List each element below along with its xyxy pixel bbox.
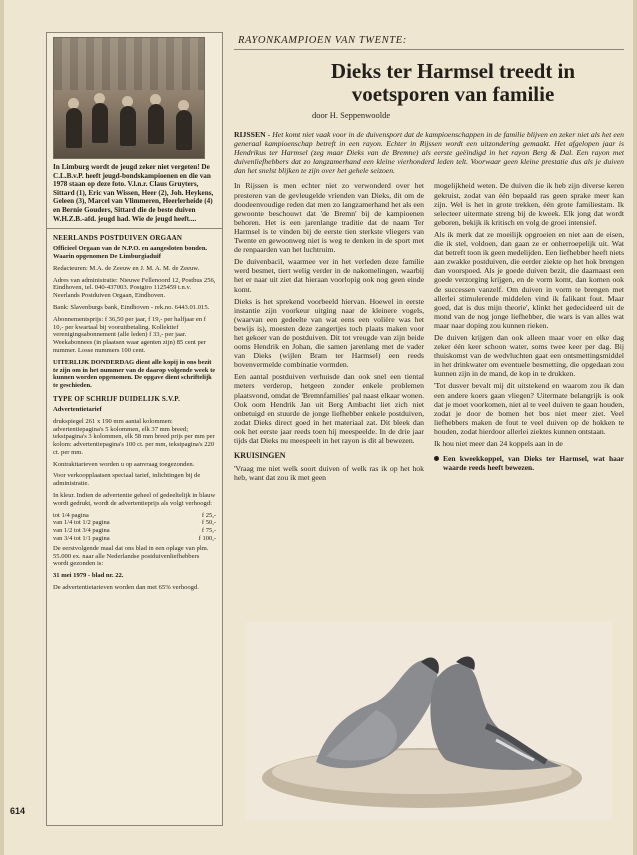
page-edge-left (0, 0, 4, 855)
divider (47, 228, 222, 229)
page-number: 614 (10, 806, 26, 816)
address: Adres van administratie: Nieuwe Fellenoord 12, Postbus 256, Eindhoven, tel. 040-437003. Postgiro 1125459 t.n.v. Neerlands Postduiven Orgaan, Eindhoven. (53, 276, 216, 300)
pricing-row: van 3/4 tot 1/1 pagina f 100,- (53, 535, 216, 543)
paragraph: mogelijkheid weten. De duiven die ik heb zijn diverse keren gekruist, zodat van één bepaald ras geen sprake meer kan zijn. Wel is het in grote trekken, één grote familiestam. Ik selecteer uitermate streng bij de kweek. Elk jong dat wordt geboren, bekijk ik kritisch en volg de groei intensief. (434, 181, 624, 227)
pricing-row: van 1/4 tot 1/2 pagina f 50,- (53, 519, 216, 527)
article (234, 32, 624, 485)
paragraph: De duiven krijgen dan ook alleen maar voer en elke dag zeker één keer schoon water, soms twee keer per dag. Bij thuiskomst van de wedvluchten gaat een ontsmettingsmiddel in het drinkwater om eventuele besmetting, die opgedaan zou kunnen zijn in de mand, de kop in te drukken. (434, 332, 624, 379)
paragraph: Ik hou niet meer dan 24 koppels aan in de (434, 439, 563, 448)
youth-champions-photo (53, 37, 205, 159)
placement-text: Voor verkoopplaatsen speciaal tarief, inlichtingen bij de administratie. (53, 472, 201, 488)
advert-heading: Advertentietarief (53, 405, 102, 413)
deadline-notice: UITERLIJK DONDERDAG dient alle kopij in ons bezit te zijn om in het nummer van de daarop volgende week te kunnen worden opgenomen. De opgave dient schriftelijk te geschieden. (53, 358, 216, 390)
edition-date: 31 mei 1979 - blad nr. 22. (53, 572, 124, 580)
subscription-prices: Abonnementsprijs: f 36,50 per jaar, f 19,- per halfjaar en f 10,- per kwartaal bij vooruitbetaling. Kollektief verenigingsabonnement (alle leden) f 33,- per jaar. Weekabonnees (in plaatsen waar agenten zijn) 85 cent per nummer. Losse nummers 100 cent. (53, 315, 206, 354)
paragraph: In Rijssen is men echter niet zo verwonderd over het presteren van de gevleugelde vrienden van Dieks, dit om de doodeenvoudige reden dat men zo langzamerhand het als een gewoonte beschouwt dat 'de Bremn' bij de kampioenen behoren. Het is een jarenlange traditie dat de naam Ter Harmsel is te vinden bij de eerste tien sterkste vliegers van Twente en gewoonweg niet is weg te denken in de sport met de renpaarden van het luchtruim. (234, 181, 424, 255)
increase-text: De advertentietarieven worden dan met 65% verhoogd. (53, 584, 199, 592)
article-column-2 (434, 181, 624, 485)
paragraph: Een aantal postduiven verhuisde dan ook snel een tiental meters verderop, hetgeen zonder enkele problemen plaatsvond, omdat de 'Bremnfamilies' pal naast elkaar wonen. Ook oom Hendrik Jan uit Berg Ambacht liet zich niet onbetuigd en stuurde de jonge liefhebber enkele postduiven, zodat Dieks direct goed in het materiaal zat. Dit bleek dan ook het eerste jaar reeds toen hij meespeelde. In de drie jaar tijds dat Dieks nu meespeelt in het rayon is dit al bewezen. (234, 372, 424, 445)
paragraph: 'Tot dusver bevalt mij dit uitstekend en waarom zou ik dan een andere koers gaan vliegen? Uitermate belangrijk is ook dat je moet voorkomen, niet al te veel duiven te gaan houden, zodat je door de bomen het bos niet meer ziet. Veel liefhebbers maken de fout te veel duiven op de hokken te houden, zodat hierdoor allerlei ziektes kunnen ontstaan. (434, 381, 624, 436)
sidebar-column (46, 32, 223, 826)
subheading: KRUISINGEN (234, 451, 286, 461)
paragraph: De duivenbacil, waarmee ver in het verleden deze familie werd besmet, tiert welig verder in de nakomelingen, waarbij het er naar uit ziet dat hieraan voorlopig ook nog geen einde komt. (234, 257, 424, 294)
type-heading: TYPE OF SCHRIJF DUIDELIJK S.V.P. (53, 394, 181, 403)
bullet-icon (434, 456, 439, 461)
pigeon-pair-photo (246, 622, 612, 820)
advert-text: drukspiegel 261 x 190 mm aantal kolommen: advertentiepagina's 5 kolommen, elk 37 mm breed; tekstpagina's 3 kolommen, elk 58 mm breed prijs per mm per kolom: advertentiepagina's 100 ct. per mm, tekstpagina's 220 ct. per mm. (53, 417, 215, 456)
photo-caption: In Limburg wordt de jeugd zeker niet vergeten! De C.L.B.v.P. heeft jeugd-bondskampioenen en die van 1978 staan op deze foto. V.l.n.r. Claus Gruyters, Sittard (1), Eric van Wissen, Heer (2), Joh. Heykens, Geleen (3), Marcel van Vlimmeren, Heerlerheide (4) en Bernie Gouders, Sittard die de beste duiven W.H.Z.B.-afd. jeugd had. Wie de jeugd heeft.... (53, 163, 214, 223)
editors: Redacteuren: M.A. de Zeeuw en J. M. A. M. de Zeeuw. (53, 264, 200, 272)
edition-text: De eerstvolgende maal dat ons blad in een oplage van plm. 55.000 ex. naar alle Nederlandse postduivenliefhebbers wordt gezonden is: (53, 544, 209, 568)
color-text: In kleur. Indien de advertentie geheel of gedeeltelijk in blauw wordt gedrukt, wordt de advertentieprijs als volgt verhoogd: (53, 492, 216, 507)
article-title: Dieks ter Harmsel treedt in voetsporen van familie (330, 59, 576, 106)
article-lead (234, 130, 624, 175)
page-edge-right (633, 0, 637, 855)
article-byline: door H. Seppenwoolde (312, 110, 391, 120)
photo-caption-bullet (434, 454, 624, 472)
article-column-1 (234, 181, 424, 485)
paragraph: 'Vraag me niet welk soort duiven of welk ras ik op het hok heb, want dat zou ik met geen (234, 464, 424, 483)
article-rubric: RAYONKAMPIOEN VAN TWENTE: (234, 32, 624, 50)
lead-text: - Het komt niet vaak voor in de duivensport dat de kampioenschappen in de familie blijven en zeker niet als het een generaal kampioenschap betreft in een rayon. Echter in Rijssen wordt een uitzondering gemaakt. Het afgelopen jaar is Hendrikus ter Harmsel (zeg maar Dieks van de Bremne) als eerste geëindigd in het rayon Berg & Dal. Een rayon met duivenliefhebbers dat zo langzamerhand een kleine vierhonderd leden telt. Voorwaar geen kleine prestatie dus als je duiven dan het snelst blijken te zijn over het gehele seizoen. (234, 130, 624, 176)
color-pricing-table (53, 512, 216, 543)
paragraph: Dieks is het sprekend voorbeeld hiervan. Hoewel in eerste instantie zijn voorkeur uitging naar de kleinere vogels, (waarvan een gedeelte van wat eens een volière was het bewijs is), moesten deze zangertjes toch plaats maken voor het gekoer van de postduiven. Dit tot vreugde van zijn beide ooms Hendrik en Johan, die samen jarenlang met de vader van Dieks (wijlen Bram ter Harmsel) een reeds bovenvermelde combinatie vormden. (234, 296, 424, 370)
lead-place: RIJSSEN (234, 130, 266, 139)
pricing-row: tot 1/4 pagina f 25,- (53, 511, 216, 519)
organ-heading: NEERLANDS POSTDUIVEN ORGAAN (53, 234, 183, 243)
bank: Bank: Slavenburgs bank, Eindhoven - rek.no. 6443.01.015. (53, 303, 210, 311)
pigeon-caption: Een kweekkoppel, van Dieks ter Harmsel, wat haar waarde reeds heeft bewezen. (443, 454, 624, 473)
organ-subtitle: Officieel Orgaan van de N.P.O. en aangesloten bonden. Waarin opgenomen De Limburgiaduif (53, 245, 208, 260)
pricing-row: van 1/2 tot 3/4 pagina f 75,- (53, 527, 216, 535)
paragraph: Als ik merk dat ze moeilijk opgroeien en niet aan de eisen, die ik stel, voldoen, dan gaan ze er onherroepelijk uit. Wat dat betreft toon ik geen medelijden. Een liefhebber heeft niets aan zwakke postduiven, die eerder ziekte op het hok brengen dan voorspoed. Als je goede duiven bezit, die daarnaast een goede verzorging krijgen, en de vorm komt, dan komen ook de successen vanzelf. Om duiven in vorm te brengen met allerlei stimulerende middelen vind ik falikant fout. Maar goed, dat is dus mijn theorie', klinkt het gedecideerd uit de mond van de nog jonge liefhebber, die wars is van alles wat maar naar doping zou kunnen rieken. (434, 229, 624, 330)
contract-text: Kontrakttarieven worden u op aanvraag toegezonden. (53, 460, 195, 468)
